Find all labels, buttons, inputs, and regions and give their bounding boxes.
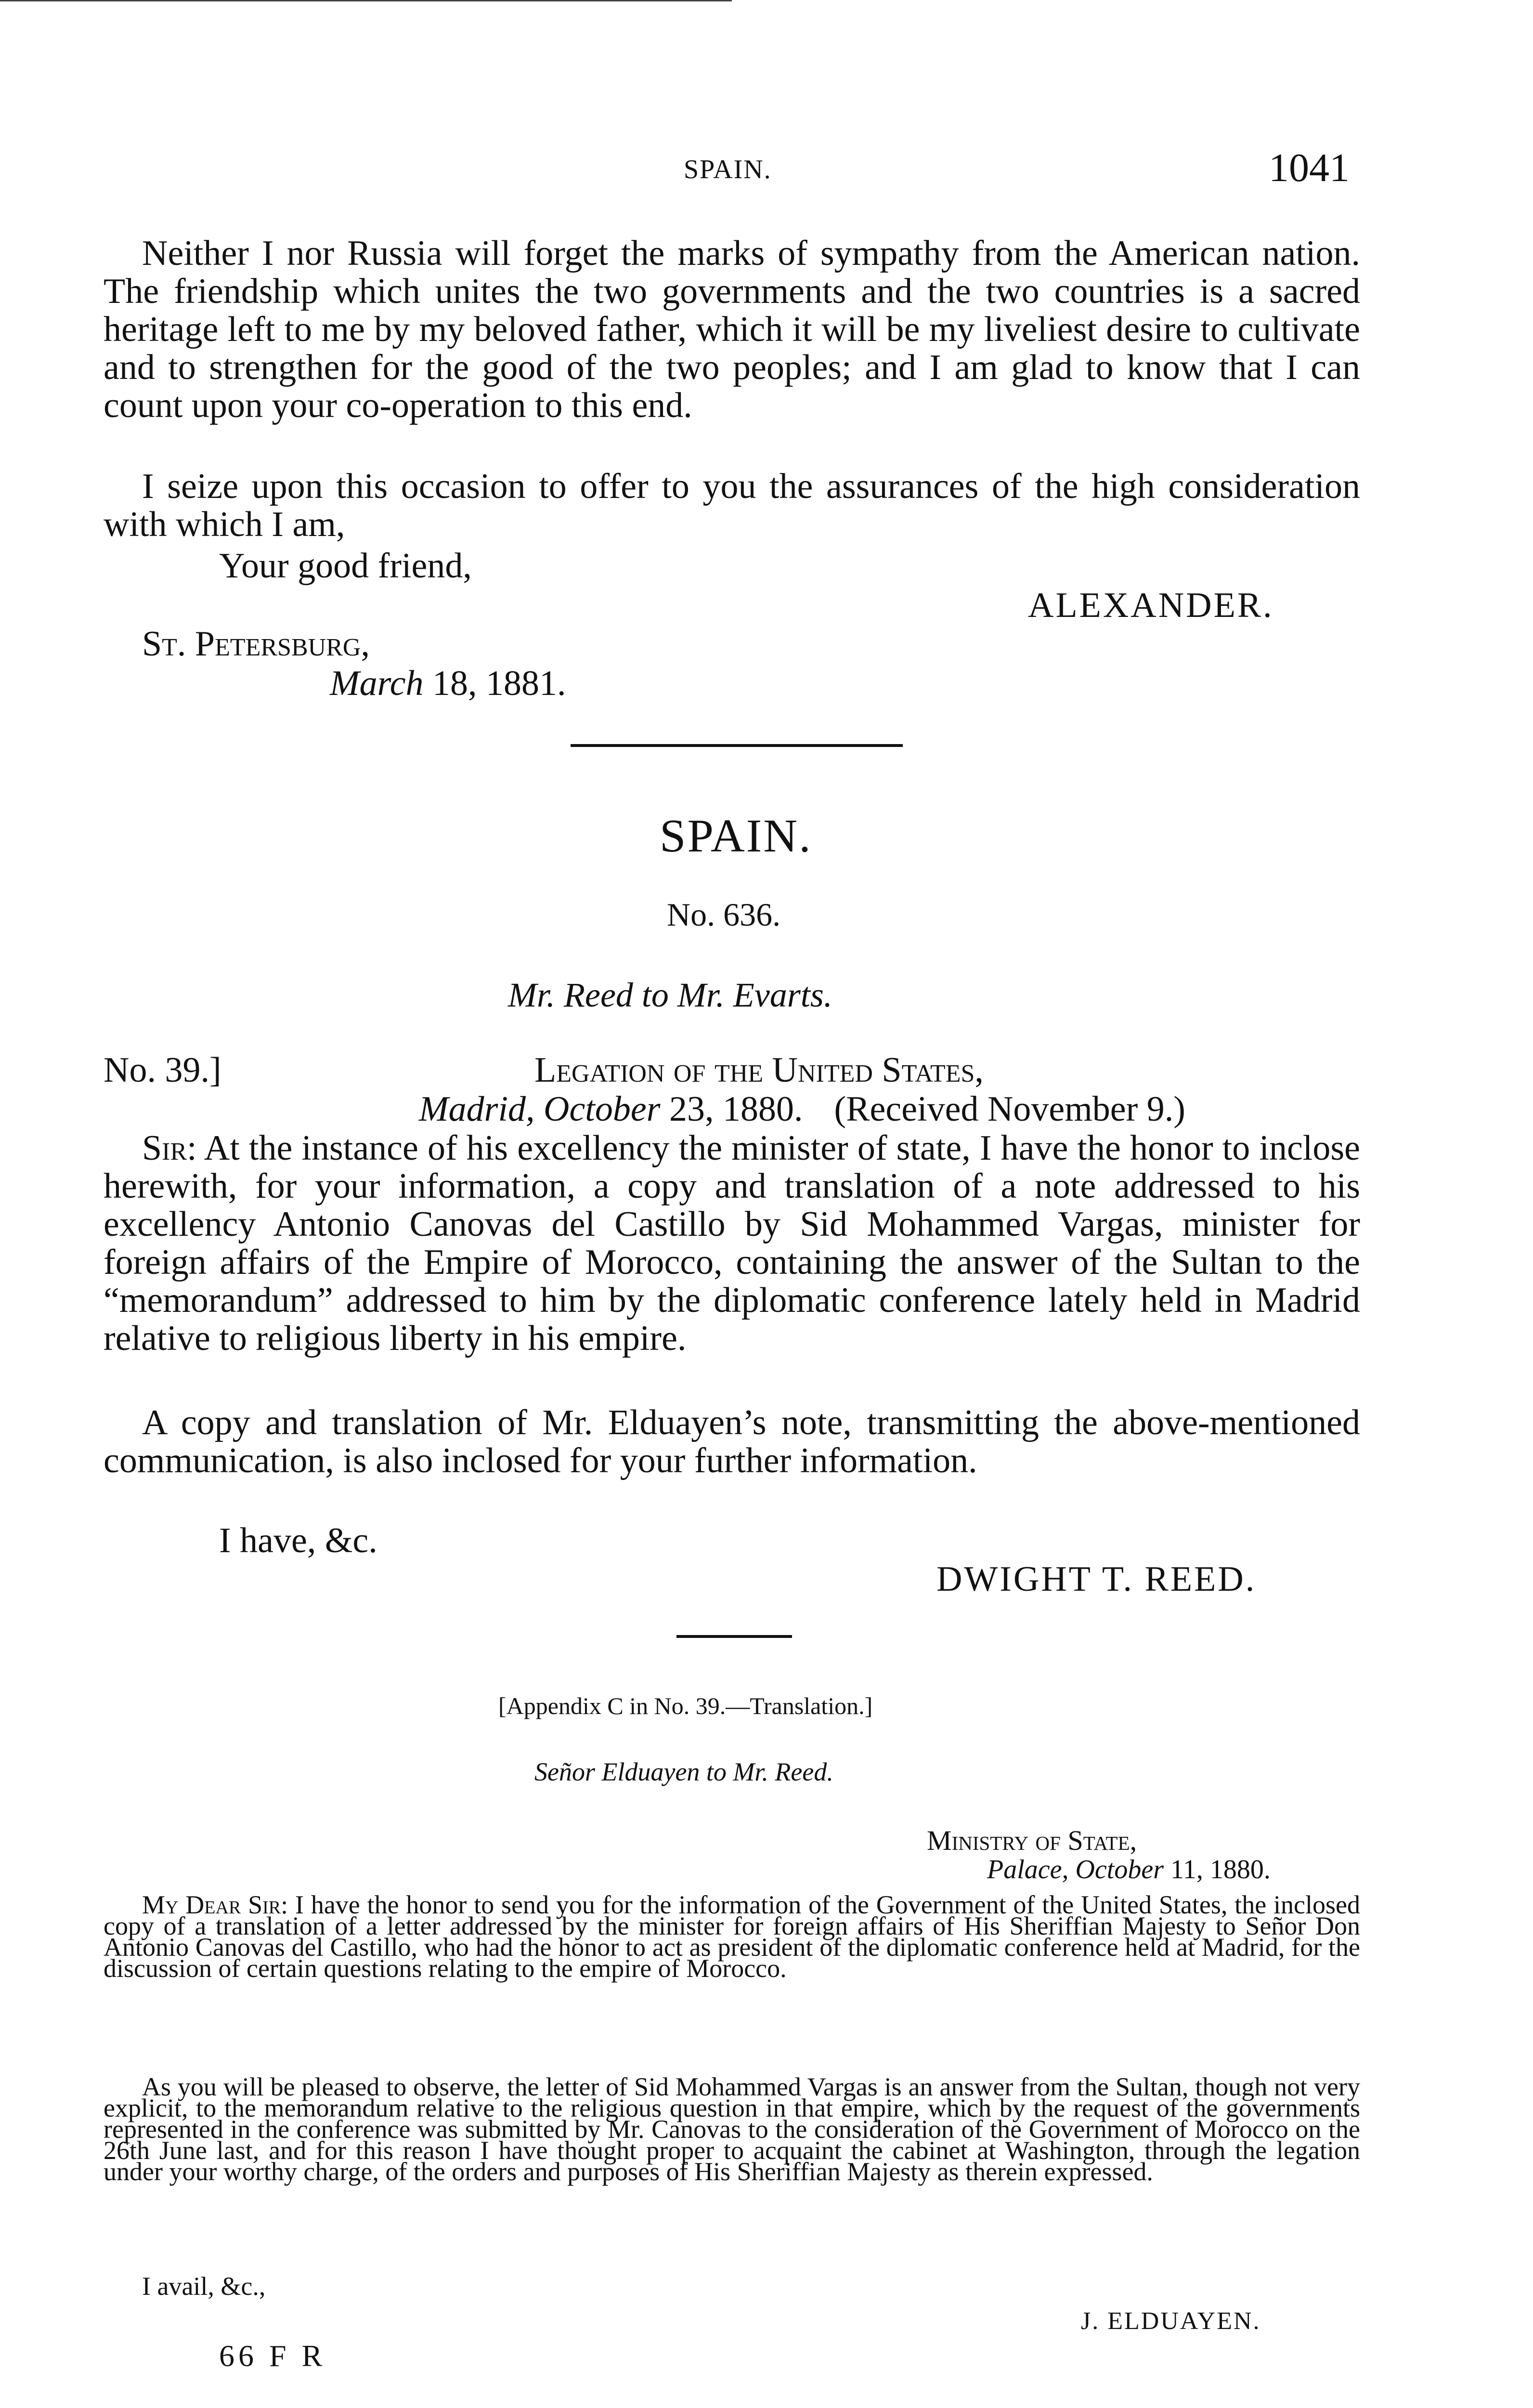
section-number: No. 636. xyxy=(667,896,781,933)
appendix-paragraph-text: I have the honor to send you for the information of the Government of the United States, the inclosed copy of a translation of a letter addressed by the minister for foreign affairs of His Sheriffian Majesty to Señor Don Antonio Canovas del Castillo, who had the honor to act as president of the diplomatic conference held at Madrid, for the discussion of certain questions relating to the empire of Morocco. xyxy=(104,1890,1361,1983)
appendix-divider xyxy=(676,1635,792,1638)
appendix-closing: I avail, &c., xyxy=(142,2272,266,2301)
dispatch-paragraph: A copy and translation of Mr. Elduayen’s note, transmitting the above-mentioned communication, is also inclosed for your further information. xyxy=(104,1403,1360,1480)
dispatch-closing: I have, &c. xyxy=(219,1521,377,1560)
letter-signature: ALEXANDER. xyxy=(1028,586,1274,625)
letter-closing: Your good friend, xyxy=(219,546,472,586)
appendix-heading: Señor Elduayen to Mr. Reed. xyxy=(534,1757,833,1786)
dispatch-number: No. 39.] xyxy=(104,1050,221,1090)
dispatch-received: (Received November 9.) xyxy=(834,1089,1185,1129)
appendix-salutation: My Dear Sir: xyxy=(142,1890,288,1919)
letter-paragraph: Neither I nor Russia will forget the marks of sympathy from the American nation. The friendship which unites the two governments and the two countries is a sacred heritage left to me by my beloved father, which it will be my liveliest desire to cultivate and to strengthen for the good of the two peoples; and I am glad to know that I can count upon your co-operation to this end. xyxy=(104,234,1360,425)
letter-date-rest: 18, 1881. xyxy=(432,664,566,703)
letter-place: St. Petersburg, xyxy=(142,624,370,664)
dispatch-date-month: October xyxy=(544,1089,661,1129)
letter-date xyxy=(330,665,566,703)
section-divider xyxy=(571,744,903,747)
appendix-date-rest: 11, 1880. xyxy=(1170,1855,1271,1885)
appendix-paragraph: As you will be pleased to observe, the letter of Sid Mohammed Vargas is an answer from the Sultan, though not very explicit, to the memorandum relative to the religious question in that empire, which by the request of the governments represented in the conference was submitted by Mr. Canovas to the consideration of the Government of Morocco on the 26th June last, and for this reason I have thought proper to acquaint the cabinet at Washington, through the legation under your worthy charge, of the orders and purposes of His Sheriffian Majesty as therein expressed. xyxy=(104,2072,1360,2186)
letter-date-month: March xyxy=(330,664,424,703)
signature-mark: 66 F R xyxy=(219,2339,326,2373)
appendix-date-month: October xyxy=(1075,1855,1164,1885)
dispatch-paragraph xyxy=(104,1129,1360,1358)
appendix-dateline xyxy=(987,1854,1271,1885)
page-number: 1041 xyxy=(1269,145,1350,190)
dispatch-heading: Mr. Reed to Mr. Evarts. xyxy=(508,976,832,1014)
appendix-paragraph xyxy=(104,1890,1361,1983)
section-title: SPAIN. xyxy=(660,810,812,862)
dispatch-date-place: Madrid, xyxy=(419,1089,535,1129)
running-title: SPAIN. xyxy=(684,155,772,184)
dispatch-salutation: Sir: xyxy=(142,1128,197,1168)
appendix-label: [Appendix C in No. 39.—Translation.] xyxy=(498,1692,873,1719)
dispatch-dateline xyxy=(419,1090,1185,1128)
appendix-date-place: Palace, xyxy=(987,1855,1069,1885)
appendix-signature: J. ELDUAYEN. xyxy=(1081,2307,1261,2335)
dispatch-date-rest: 23, 1880. xyxy=(669,1089,803,1129)
top-edge-line xyxy=(0,0,732,1)
letter-paragraph: I seize upon this occasion to offer to you the assurances of the high consideration with which I am, xyxy=(104,467,1360,544)
dispatch-paragraph-text: At the instance of his excellency the minister of state, I have the honor to inclose herewith, for your information, a copy and translation of a note addressed to his excellency Antonio Canovas del Castillo by Sid Mohammed Vargas, minister for foreign affairs of the Empire of Morocco, containing the answer of the Sultan to the “memorandum” addressed to him by the diplomatic conference lately held in Madrid relative to religious liberty in his empire. xyxy=(104,1128,1361,1358)
dispatch-signature: DWIGHT T. REED. xyxy=(936,1559,1257,1599)
dispatch-from: Legation of the United States, xyxy=(534,1050,984,1090)
appendix-from: Ministry of State, xyxy=(927,1825,1137,1856)
